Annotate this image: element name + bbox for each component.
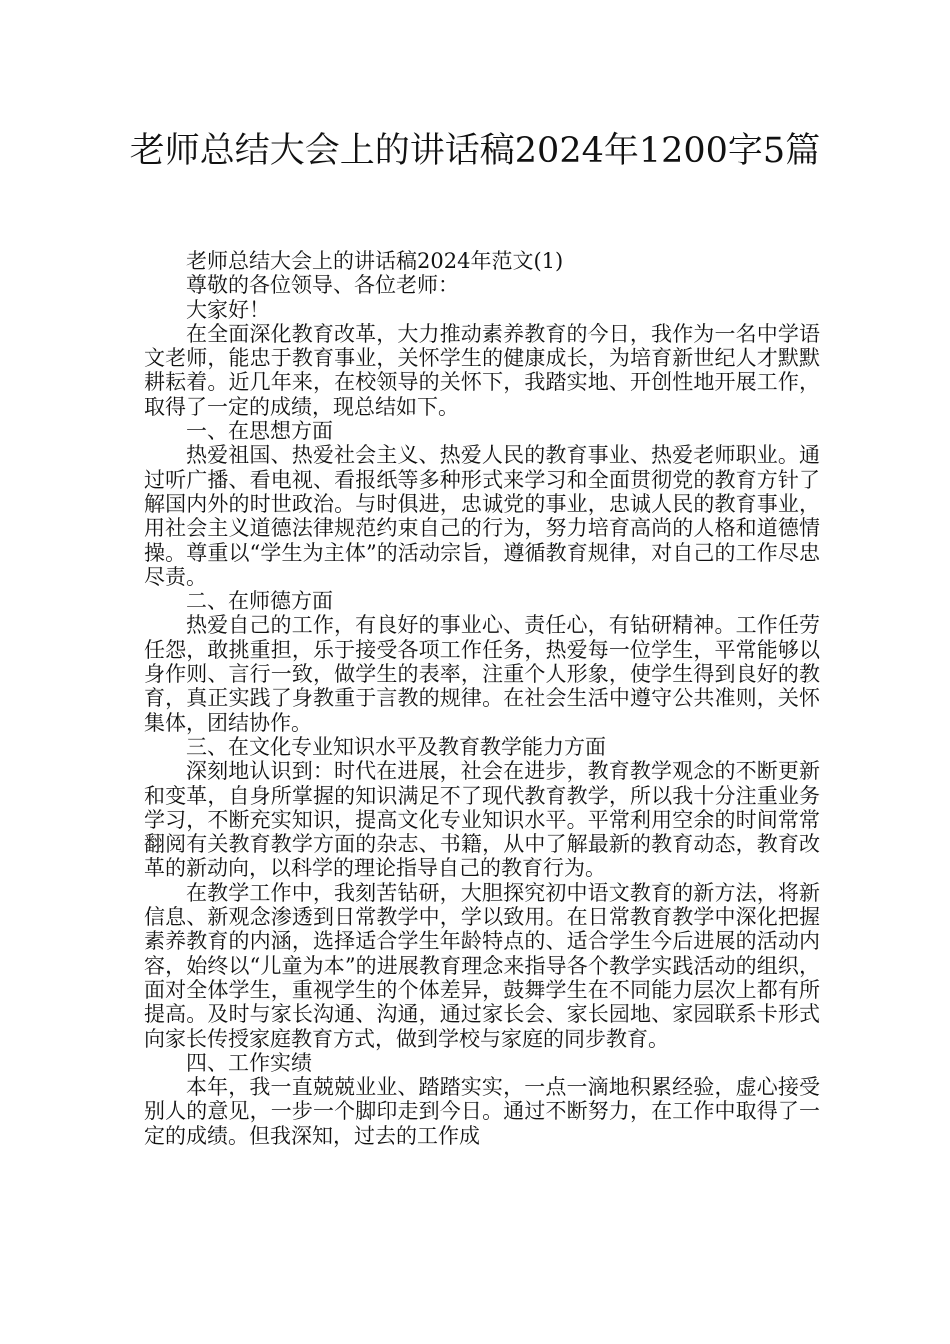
paragraph-knowledge: 深刻地认识到：时代在进展，社会在进步，教育教学观念的不断更新和变革，自身所掌握的知识满足不了现代教育教学，所以我十分注重业务学习，不断充实知识，提高文化专业知识水平。平常利用空余的时间常常翻阅有关教育教学方面的杂志、书籍，从中了解最新的教育动态，教育改革的新动向，以科学的理论指导自己的教育行为。: [144, 759, 820, 881]
section-heading-achievements: 四、工作实绩: [186, 1050, 312, 1075]
paragraph-greeting: 大家好！: [186, 297, 270, 322]
paragraph-achievements: 本年，我一直兢兢业业、踏踏实实，一点一滴地积累经验，虚心接受别人的意见，一步一个脚印走到今日。通过不断努力，在工作中取得了一定的成绩。但我深知，过去的工作成: [144, 1075, 820, 1148]
section-heading-knowledge: 三、在文化专业知识水平及教育教学能力方面: [186, 734, 606, 759]
paragraph-salutation: 尊敬的各位领导、各位老师：: [186, 273, 459, 298]
section-heading-thought: 一、在思想方面: [186, 419, 333, 444]
document-body: [144, 249, 820, 1148]
paragraph-thought: 热爱祖国、热爱社会主义、热爱人民的教育事业、热爱老师职业。通过听广播、看电视、看报纸等多种形式来学习和全面贯彻党的教育方针了解国内外的时世政治。与时俱进，忠诚党的事业，忠诚人民的教育事业，用社会主义道德法律规范约束自己的行为，努力培育高尚的人格和道德情操。尊重以“学生为主体”的活动宗旨，遵循教育规律，对自己的工作尽忠尽责。: [144, 443, 820, 589]
document-title: 老师总结大会上的讲话稿2024年1200字5篇: [129, 131, 821, 171]
paragraph-teaching: 在教学工作中，我刻苦钻研，大胆探究初中语文教育的新方法，将新信息、新观念渗透到日常教学中，学以致用。在日常教育教学中深化把握素养教育的内涵，选择适合学生年龄特点的、适合学生今后进展的活动内容，始终以“儿童为本”的进展教育理念来指导各个教学实践活动的组织，面对全体学生，重视学生的个体差异，鼓舞学生在不同能力层次上都有所提高。及时与家长沟通、沟通，通过家长会、家长园地、家园联系卡形式向家长传授家庭教育方式，做到学校与家庭的同步教育。: [144, 880, 820, 1051]
section-heading-ethics: 二、在师德方面: [186, 589, 333, 614]
paragraph-subtitle: 老师总结大会上的讲话稿2024年范文(1): [186, 249, 564, 273]
paragraph-intro: 在全面深化教育改革，大力推动素养教育的今日，我作为一名中学语文老师，能忠于教育事业，关怀学生的健康成长，为培育新世纪人才默默耕耘着。近几年来，在校领导的关怀下，我踏实地、开创性地开展工作，取得了一定的成绩，现总结如下。: [144, 321, 820, 419]
paragraph-ethics: 热爱自己的工作，有良好的事业心、责任心，有钻研精神。工作任劳任怨，敢挑重担，乐于接受各项工作任务，热爱每一位学生，平常能够以身作则、言行一致，做学生的表率，注重个人形象，使学生得到良好的教育，真正实践了身教重于言教的规律。在社会生活中遵守公共准则，关怀集体，团结协作。: [144, 613, 820, 735]
